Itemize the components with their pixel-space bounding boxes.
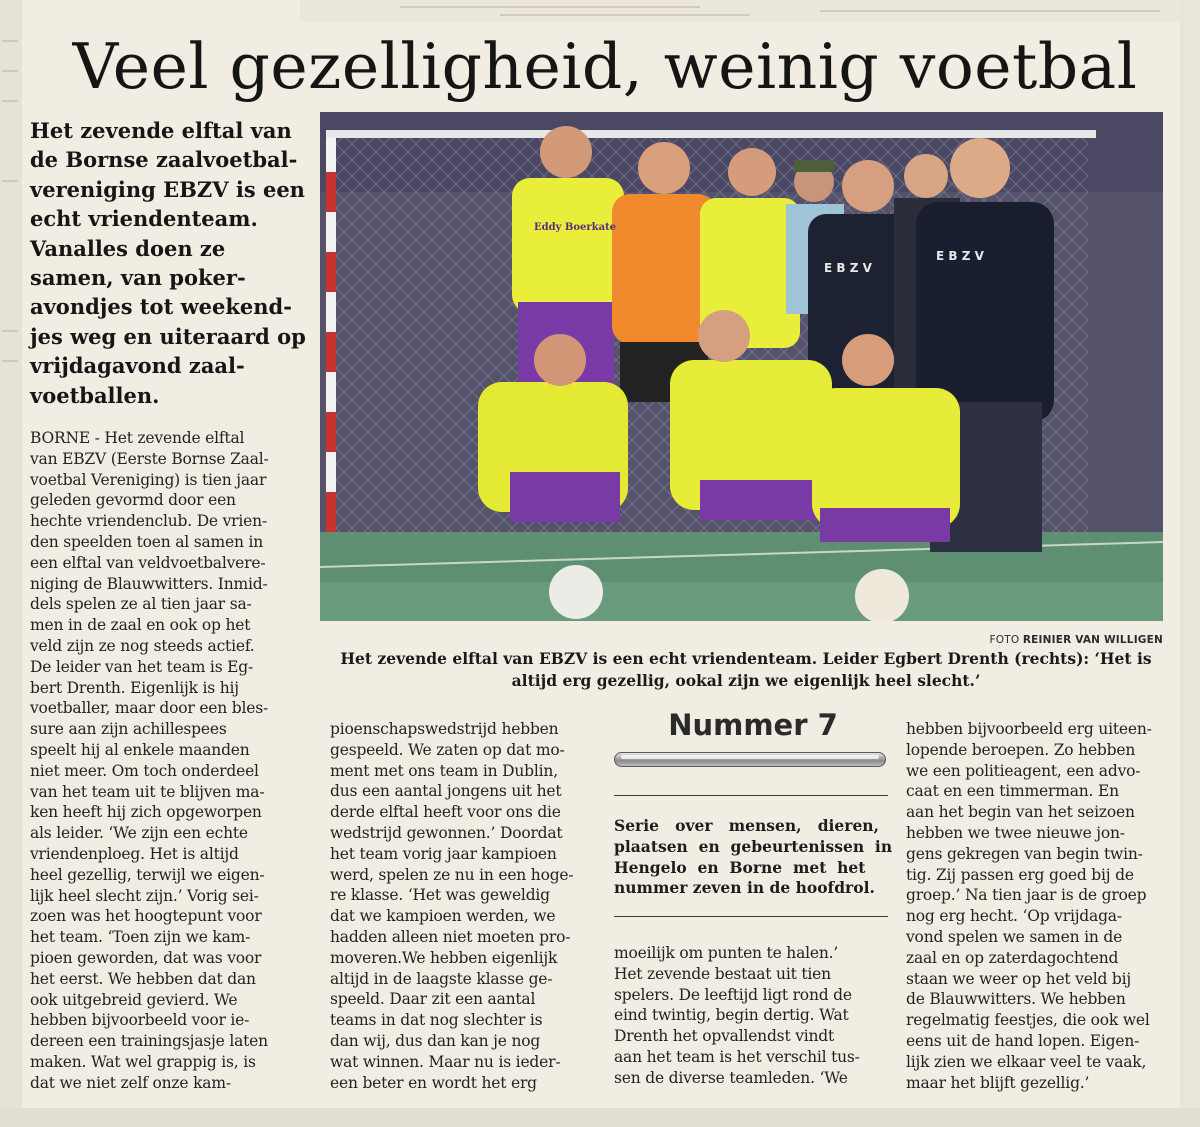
photographer-name: REINIER VAN WILLIGEN: [1022, 634, 1163, 646]
jacket-lettering-1: E B Z V: [824, 261, 872, 275]
series-description: Serie over mensen, dieren, plaatsen en gebeurtenissen in Hengelo en Borne met het nummer zeven in de hoofdrol.: [614, 816, 893, 898]
adjacent-page-left: [0, 0, 22, 1127]
jacket-lettering-2: E B Z V: [936, 249, 984, 263]
photo-credit-prefix: FOTO: [989, 634, 1020, 646]
page-bottom-edge: [0, 1108, 1200, 1127]
photo-credit: [700, 634, 1163, 647]
adjacent-text-bleed: [300, 0, 1180, 22]
article-headline: Veel gezelligheid, weinig voetbal: [72, 30, 1138, 103]
body-column-1: BORNE - Het zevende elftal van EBZV (Eerste Bornse Zaal- voetbal Vereniging) is tien jaar geleden gevormd door een hechte vriendenclub. De vrien- den speelden toen al samen in een elftal van veldvoetbalvere- niging de Blauwwitters. Inmid- dels spelen ze al tien jaar sa- men in de zaal en ook op het veld zijn ze nog steeds actief. De leider van het team is Eg- bert Drenth. Eigenlijk is hij voetballer, maar door een bles- sure aan zijn achillespees speelt hij al enkele maanden niet meer. Om toch onderdeel van het team uit te blijven ma- ken heeft hij zich opgeworpen als leider. ‘We zijn een echte vriendenploeg. Het is altijd heel gezellig, terwijl we eigen- lijk heel slecht zijn.’ Vorig sei- zoen was het hoogtepunt voor het team. ‘Toen zijn we kam- pioen geworden, dat was voor het eerst. We hebben dat dan ook uitgebreid gevierd. We hebben bijvoorbeeld voor ie- dereen een trainingsjasje laten maken. Wat wel grappig is, is dat we niet zelf onze kam-: [30, 429, 269, 1092]
body-column-2: pioenschapswedstrijd hebben gespeeld. We zaten op dat mo- ment met ons team in Dublin, dus een aantal jongens uit het derde elftal heeft voor ons die wedstrijd gewonnen.’ Doordat het team vorig jaar kampioen werd, spelen ze nu in een hoge- re klasse. ‘Het was geweldig dat we kampioen werden, we hadden alleen niet moeten pro- moveren.We hebben eigenlijk altijd in de laagste klasse ge- speeld. Daar zit een aantal teams in dat nog slechter is dan wij, dus dan kan je nog wat winnen. Maar nu is ieder- een beter en wordt het erg: [330, 720, 574, 1092]
adjacent-page-right: [1180, 0, 1200, 1127]
shirt-sponsor-text: Eddy Boerkate: [534, 222, 617, 233]
series-rule-top: [614, 795, 888, 796]
series-title-bar: [614, 752, 886, 767]
photo-caption: Het zevende elftal van EBZV is een echt vriendenteam. Leider Egbert Drenth (rechts): ‘Het is altijd erg gezellig, ookal zijn we eigenlijk heel slecht.’: [340, 649, 1152, 690]
team-photo: [320, 112, 1163, 621]
series-rule-bottom: [614, 916, 888, 917]
body-column-4: hebben bijvoorbeeld erg uiteen- lopende beroepen. Zo hebben we een politieagent, een advo- caat en een timmerman. En aan het begin van het seizoen hebben we twee nieuwe jon- gens gekregen van begin twin- tig. Zij passen erg goed bij de groep.’ Na tien jaar is de groep nog erg hecht. ‘Op vrijdaga- vond spelen we samen in de zaal en op zaterdagochtend staan we weer op het veld bij de Blauwwitters. We hebben regelmatig feestjes, die ook wel eens uit de hand lopen. Eigen- lijk zien we elkaar veel te vaak, maar het blijft gezellig.’: [906, 720, 1152, 1092]
goal-post-left: [326, 130, 336, 560]
article-intro: Het zevende elftal van de Bornse zaalvoetbalvereniging EBZV is een echt vriendenteam. Vanalles doen ze samen, van pokeravondjes tot weekendjes weg en uiteraard op vrijdagavond zaalvoetballen.: [30, 118, 306, 408]
series-title: Nummer 7: [668, 708, 838, 742]
body-column-3: moeilijk om punten te halen.’ Het zevende bestaat uit tien spelers. De leeftijd ligt rond de eind twintig, begin dertig. Wat Drenth het opvallendst vindt aan het team is het verschil tus- sen de diverse teamleden. ‘We: [614, 944, 860, 1087]
